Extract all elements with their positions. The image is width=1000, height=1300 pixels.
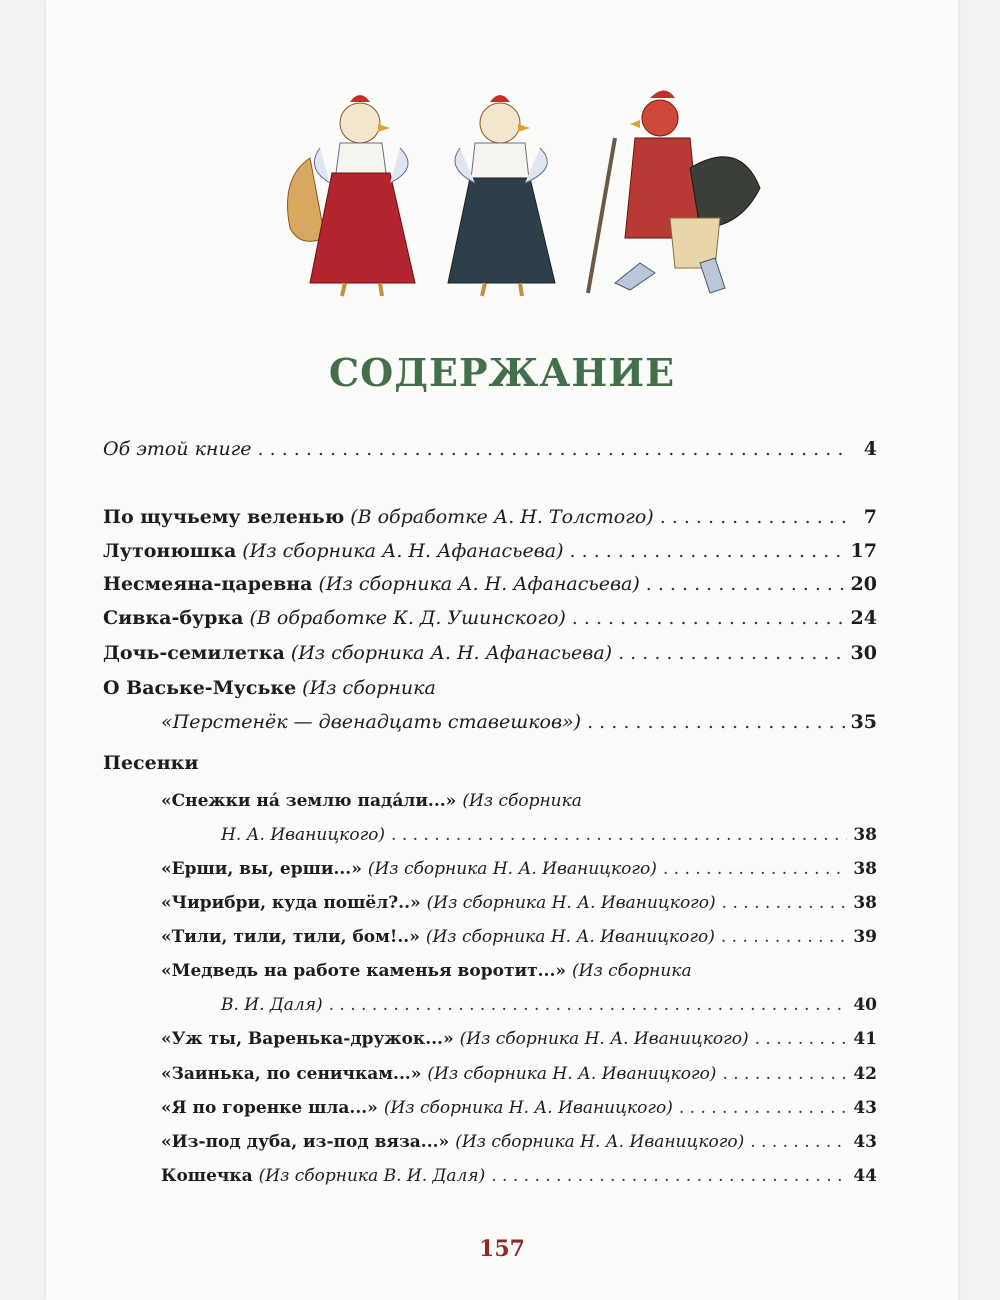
toc-entry-title: Лутонюшка xyxy=(103,540,237,562)
toc-entry-title: «Ерши, вы, ерши...» xyxy=(161,859,362,879)
leader-dots xyxy=(750,1129,847,1155)
leader-dots xyxy=(258,436,847,462)
toc-entry-source: В. И. Даля) xyxy=(221,995,323,1015)
toc-entry-continuation[interactable] xyxy=(221,992,877,1018)
leader-dots xyxy=(663,856,847,882)
toc-entry[interactable] xyxy=(161,958,877,984)
toc-entry-title: «Медведь на работе каменья воротит...» xyxy=(161,961,566,981)
hen-in-red-dress-icon xyxy=(288,95,416,296)
toc-entry-source: (Из сборника Н. А. Иваницкого) xyxy=(426,893,716,913)
toc-entry[interactable] xyxy=(103,605,877,631)
toc-entry-title: Дочь-семилетка xyxy=(103,642,285,664)
leader-dots xyxy=(722,890,847,916)
toc-entry-title: Об этой книге xyxy=(103,438,252,460)
toc-entry[interactable] xyxy=(103,436,877,462)
toc-entry-source: (Из сборника А. Н. Афанасьева) xyxy=(242,540,564,562)
toc-entry-continuation[interactable] xyxy=(161,709,877,735)
leader-dots xyxy=(391,822,847,848)
toc-entry-source: Н. А. Иваницкого) xyxy=(221,825,386,845)
toc-entry-source: (Из сборника Н. А. Иваницкого) xyxy=(427,1064,717,1084)
toc-page-number: 39 xyxy=(853,927,877,947)
toc-entry-source: (Из сборника В. И. Даля) xyxy=(258,1166,486,1186)
toc-page-number: 7 xyxy=(863,506,877,528)
page-number: 157 xyxy=(479,1236,525,1262)
toc-page-number: 40 xyxy=(853,995,877,1015)
toc-page-number: 38 xyxy=(853,859,877,879)
leader-dots xyxy=(570,538,845,564)
hens-and-rooster-illustration xyxy=(270,78,770,318)
toc-entry-source: (Из сборника Н. А. Иваницкого) xyxy=(367,859,657,879)
toc-entry-source: (Из сборника Н. А. Иваницкого) xyxy=(383,1098,673,1118)
toc-entry-source: (Из сборника Н. А. Иваницкого) xyxy=(425,927,715,947)
toc-entry-source: (Из сборника Н. А. Иваницкого) xyxy=(455,1132,745,1152)
leader-dots xyxy=(660,504,847,530)
toc-entry[interactable] xyxy=(161,1061,877,1087)
leader-dots xyxy=(721,924,847,950)
toc-entry-source: (В обработке К. Д. Ушинского) xyxy=(249,607,566,629)
leader-dots xyxy=(679,1095,847,1121)
toc-page-number: 30 xyxy=(850,642,877,664)
leader-dots xyxy=(587,709,844,735)
toc-entry-source: (Из сборника xyxy=(302,677,436,699)
toc-section-title: Песенки xyxy=(103,752,199,774)
toc-entry-source: (Из сборника Н. А. Иваницкого) xyxy=(459,1029,749,1049)
toc-entry[interactable] xyxy=(103,571,877,597)
toc-entry[interactable] xyxy=(161,856,877,882)
toc-page-number: 38 xyxy=(853,893,877,913)
toc-entry[interactable] xyxy=(103,504,877,530)
toc-entry-title: По щучьему веленью xyxy=(103,506,345,528)
toc-entry[interactable] xyxy=(103,538,877,564)
toc-entry-title: «Я по горенке шла...» xyxy=(161,1098,378,1118)
toc-entry-source: (В обработке А. Н. Толстого) xyxy=(350,506,654,528)
leader-dots xyxy=(329,992,847,1018)
toc-page-number: 42 xyxy=(853,1064,877,1084)
toc-entry[interactable] xyxy=(161,1163,877,1189)
page-title: СОДЕРЖАНИЕ xyxy=(328,350,676,395)
leader-dots xyxy=(755,1026,847,1052)
toc-entry[interactable] xyxy=(161,924,877,950)
toc-entry[interactable] xyxy=(161,890,877,916)
toc-entry-title: «Уж ты, Варенька-дружок...» xyxy=(161,1029,454,1049)
toc-page-number: 38 xyxy=(853,825,877,845)
rooster-with-staff-icon xyxy=(588,91,760,294)
toc-entry-title: «Чирибри, куда пошёл?..» xyxy=(161,893,421,913)
toc-entry[interactable] xyxy=(103,640,877,666)
toc-entry[interactable] xyxy=(161,1129,877,1155)
toc-entry-source: (Из сборника А. Н. Афанасьева) xyxy=(290,642,613,664)
leader-dots xyxy=(491,1163,847,1189)
toc-page-number: 41 xyxy=(853,1029,877,1049)
hen-in-blue-dress-icon xyxy=(448,95,555,296)
toc-entry-source: (Из сборника xyxy=(462,791,582,811)
toc-page-number: 4 xyxy=(863,438,877,460)
toc-entry-title: «Снежки на́ землю пада́ли...» xyxy=(161,791,457,811)
toc-entry[interactable] xyxy=(161,1095,877,1121)
toc-entry-source: (Из сборника xyxy=(572,961,692,981)
book-page xyxy=(46,0,958,1300)
toc-entry-source: «Перстенёк — двенадцать ставешков») xyxy=(161,711,582,733)
leader-dots xyxy=(572,605,845,631)
toc-entry-title: «Тили, тили, тили, бом!..» xyxy=(161,927,420,947)
toc-entry-title: «Заинька, по сеничкам...» xyxy=(161,1064,422,1084)
toc-page-number: 44 xyxy=(853,1166,877,1186)
toc-entry-title: Сивка-бурка xyxy=(103,607,244,629)
toc-page-number: 17 xyxy=(850,540,877,562)
toc-entry-title: О Ваське-Муське xyxy=(103,677,297,699)
toc-entry-continuation[interactable] xyxy=(221,822,877,848)
toc-entry[interactable] xyxy=(103,675,877,701)
toc-section-heading[interactable] xyxy=(103,750,877,776)
toc-entry-title: «Из-под дуба, из-под вяза...» xyxy=(161,1132,450,1152)
leader-dots xyxy=(618,640,844,666)
toc-entry-source: (Из сборника А. Н. Афанасьева) xyxy=(318,573,640,595)
toc-page-number: 20 xyxy=(850,573,877,595)
toc-entry[interactable] xyxy=(161,1026,877,1052)
leader-dots xyxy=(722,1061,847,1087)
toc-entry-title: Кошечка xyxy=(161,1166,253,1186)
toc-entry[interactable] xyxy=(161,788,877,814)
leader-dots xyxy=(646,571,845,597)
toc-page-number: 24 xyxy=(850,607,877,629)
toc-entry-title: Несмеяна-царевна xyxy=(103,573,313,595)
toc-page-number: 43 xyxy=(853,1098,877,1118)
toc-page-number: 43 xyxy=(853,1132,877,1152)
toc-page-number: 35 xyxy=(850,711,877,733)
